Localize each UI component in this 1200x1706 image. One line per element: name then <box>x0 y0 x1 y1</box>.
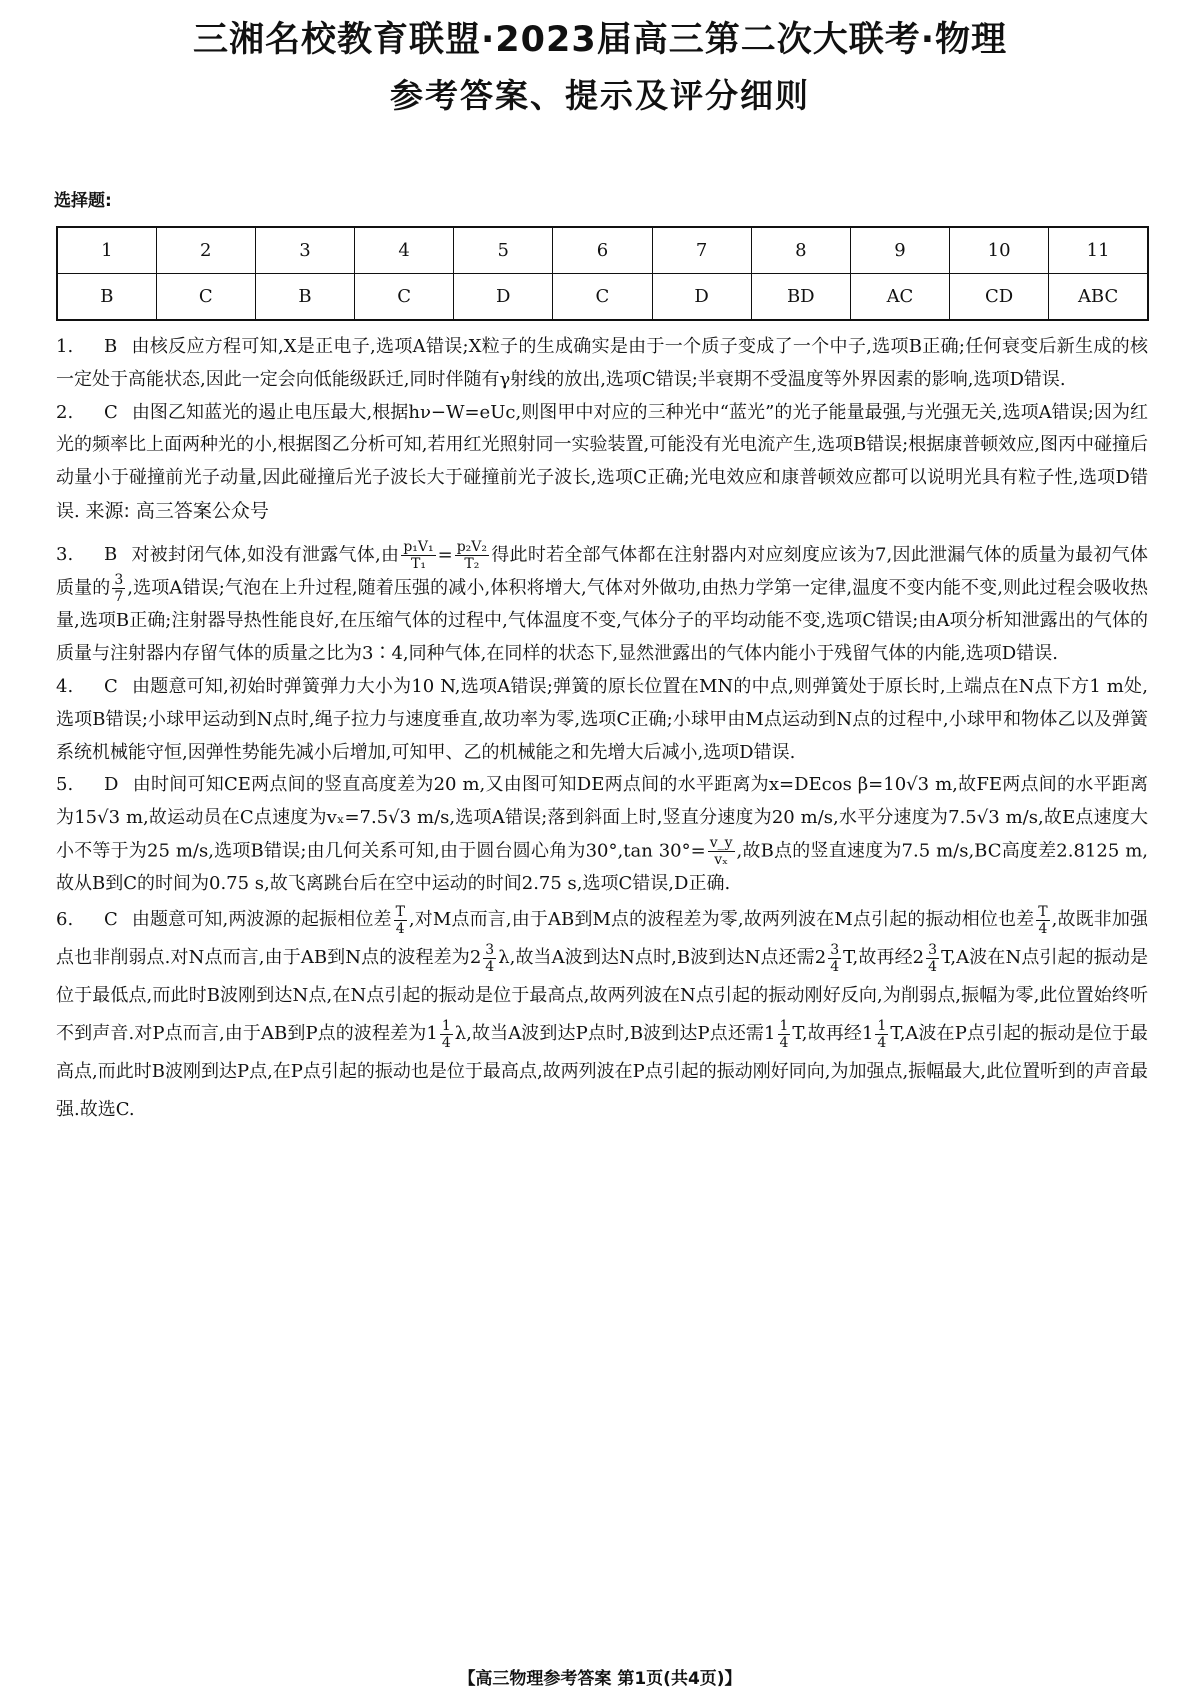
fraction-numerator: 1 <box>441 1017 451 1034</box>
item-text: 由时间可知CE两点间的竖直高度差为20 m,又由图可知DE两点间的水平距离为x=DEcos β=10√3 m,故FE两点间的水平距离为15√3 m,故运动员在C点速度为vₓ=7.5√3 m/s,选项A错误;落到斜面上时,竖直分速度为20 m/s,水平分速度为7.5√3 m/s,故E点速度大小不等于为25 m/s,选项B错误;由几何关系可知,由于圆台圆心角为30°,tan 30°= <box>56 774 1148 862</box>
fraction-denominator: T₁ <box>410 555 426 572</box>
answer-table-number-row <box>57 227 1148 274</box>
fraction-numerator: 1 <box>779 1017 789 1034</box>
item-answer: B <box>104 336 118 357</box>
table-cell-number: 4 <box>355 227 454 274</box>
table-cell-number: 7 <box>652 227 751 274</box>
item-text: T,A波在N点引起的振动是位于最低点,而此时B波刚到达N点,在N点引起的振动是位于最高点,故两列波在N点引起的振动刚好反向,为削弱点,振幅为零,此位置始终听不到声音.对P点而言,由于AB到P点的波程差为1 <box>56 947 1148 1045</box>
table-cell-answer: BD <box>751 274 850 321</box>
item-number: 2. <box>56 401 74 423</box>
explanation-item-6 <box>56 901 1148 1129</box>
source-note: 来源: 高三答案公众号 <box>85 499 269 522</box>
fraction <box>778 1018 791 1051</box>
fraction <box>1036 904 1049 937</box>
explanation-item-1 <box>56 331 1148 397</box>
fraction-denominator: 4 <box>779 1034 789 1051</box>
table-cell-answer: CD <box>950 274 1049 321</box>
item-answer: C <box>104 675 118 697</box>
answer-table <box>56 226 1149 321</box>
item-answer: C <box>104 909 118 931</box>
table-cell-answer: AC <box>850 274 949 321</box>
fraction-denominator: 4 <box>877 1034 887 1051</box>
table-cell-number: 3 <box>255 227 354 274</box>
fraction <box>455 539 489 572</box>
item-text: 由题意可知,初始时弹簧弹力大小为10 N,选项A错误;弹簧的原长位置在MN的中点,则弹簧处于原长时,上端点在N点下方1 m处,选项B错误;小球甲运动到N点时,绳子拉力与速度垂直,故功率为零,选项C正确;小球甲由M点运动到N点的过程中,小球甲和物体乙以及弹簧系统机械能守恒,因弹性势能先减小后增加,可知甲、乙的机械能之和先增大后减小,选项D错误. <box>56 675 1148 763</box>
fraction-numerator: 3 <box>928 941 938 958</box>
table-cell-answer: B <box>255 274 354 321</box>
fraction-numerator: 1 <box>877 1017 887 1034</box>
fraction-denominator: 4 <box>441 1034 451 1051</box>
table-cell-answer: C <box>553 274 652 321</box>
table-cell-answer: C <box>156 274 255 321</box>
fraction-denominator: 4 <box>485 958 495 975</box>
explanation-item-4 <box>56 671 1148 769</box>
explanations <box>56 331 1148 1129</box>
item-number: 3. <box>56 544 74 566</box>
table-cell-number: 2 <box>156 227 255 274</box>
fraction-denominator: 4 <box>1038 920 1048 937</box>
fraction-denominator: 4 <box>928 958 938 975</box>
table-cell-answer: D <box>652 274 751 321</box>
table-cell-number: 6 <box>553 227 652 274</box>
item-text: ,选项A错误;气泡在上升过程,随着压强的减小,体积将增大,气体对外做功,由热力学第一定律,温度不变内能不变,则此过程会吸收热量,选项B正确;注射器导热性能良好,在压缩气体的过程中,气体温度不变,气体分子的平均动能不变,选项C错误;由A项分析知泄露出的气体的质量与注射器内存留气体的质量之比为3∶4,同种气体,在同样的状态下,显然泄露出的气体内能小于残留气体的内能,选项D错误. <box>56 577 1148 665</box>
item-number: 6. <box>56 909 74 931</box>
page-subtitle: 参考答案、提示及评分细则 <box>390 76 810 115</box>
item-text: ,故既非加强点也非削弱点.对N点而言,由于AB到N点的波程差为2 <box>56 909 1148 969</box>
item-text: 得此时若全部气体都在注射器内对应刻度应该为7,因此泄漏气体的质量为最初气体质量的 <box>56 544 1148 599</box>
item-text: T,故再经2 <box>843 947 925 969</box>
fraction-denominator: 4 <box>830 958 840 975</box>
table-cell-number: 9 <box>850 227 949 274</box>
fraction <box>394 904 407 937</box>
table-cell-answer: C <box>355 274 454 321</box>
item-text: λ,故当A波到达P点时,B波到达P点还需1 <box>454 1023 776 1045</box>
item-text: 由图乙知蓝光的遏止电压最大,根据hν−W=eUc,则图甲中对应的三种光中“蓝光”的光子能量最强,与光强无关,选项A错误;因为红光的频率比上面两种光的小,根据图乙分析可知,若用红光照射同一实验装置,可能没有光电流产生,选项B错误;根据康普顿效应,图丙中碰撞后动量小于碰撞前光子动量,因此碰撞后光子波长大于碰撞前光子波长,选项C正确;光电效应和康普顿效应都可以说明光具有粒子性,选项D错误. <box>56 401 1148 522</box>
item-text: λ,故当A波到达N点时,B波到达N点还需2 <box>498 947 827 969</box>
fraction-numerator: 3 <box>830 941 840 958</box>
item-text: ,对M点而言,由于AB到M点的波程差为零,故两列波在M点引起的振动相位也差 <box>408 909 1035 931</box>
table-cell-number: 1 <box>57 227 156 274</box>
table-cell-number: 8 <box>751 227 850 274</box>
item-number: 4. <box>56 675 74 697</box>
fraction <box>483 942 496 975</box>
item-text: 对被封闭气体,如没有泄露气体,由 <box>131 544 400 566</box>
fraction <box>828 942 841 975</box>
table-cell-answer: D <box>454 274 553 321</box>
explanation-item-5 <box>56 769 1148 901</box>
answer-table-answer-row <box>57 274 1148 321</box>
fraction-numerator: T <box>395 903 405 920</box>
item-text: 由核反应方程可知,X是正电子,选项A错误;X粒子的生成确实是由于一个质子变成了一个中子,选项B正确;任何衰变后新生成的核一定处于高能状态,因此一定会向低能级跃迁,同时伴随有γ射线的放出,选项C错误;半衰期不受温度等外界因素的影响,选项D错误. <box>56 336 1148 390</box>
fraction <box>112 572 125 605</box>
fraction-numerator: 3 <box>485 941 495 958</box>
page-title: 三湘名校教育联盟·2023届高三第二次大联考·物理 <box>192 20 1007 60</box>
item-answer: D <box>104 774 119 796</box>
item-text: T,A波在P点引起的振动是位于最高点,而此时B波刚到达P点,在P点引起的振动也是位于最高点,故两列波在P点引起的振动刚好同向,为加强点,振幅最大,此位置听到的声音最强.故选C. <box>56 1023 1148 1121</box>
fraction-denominator: T₂ <box>464 555 480 572</box>
explanation-item-2 <box>56 397 1148 529</box>
fraction-numerator: p₁V₁ <box>403 538 434 555</box>
table-cell-number: 11 <box>1049 227 1148 274</box>
equals-sign: = <box>437 544 453 566</box>
fraction-denominator: 4 <box>395 920 405 937</box>
explanation-item-3 <box>56 539 1148 671</box>
item-answer: C <box>104 401 118 423</box>
fraction-numerator: 3 <box>114 572 124 589</box>
item-text: ,故B点的竖直速度为7.5 m/s,BC高度差2.8125 m,故从B到C的时间为0.75 s,故飞离跳台后在空中运动的时间2.75 s,选项C错误,D正确. <box>56 840 1149 895</box>
section-label: 选择题: <box>54 191 112 211</box>
fraction <box>708 835 735 868</box>
table-cell-answer: B <box>57 274 156 321</box>
fraction-denominator: vₓ <box>714 851 729 868</box>
fraction <box>875 1018 888 1051</box>
page-footer: 【高三物理参考答案 第1页(共4页)】 <box>458 1669 742 1689</box>
fraction-numerator: v_y <box>709 834 733 851</box>
item-text: 由题意可知,两波源的起振相位差 <box>131 909 392 931</box>
item-number: 5. <box>56 774 74 796</box>
fraction <box>401 539 435 572</box>
fraction <box>440 1018 453 1051</box>
table-cell-answer: ABC <box>1049 274 1148 321</box>
table-cell-number: 10 <box>950 227 1049 274</box>
fraction-numerator: p₂V₂ <box>456 538 487 555</box>
item-text: T,故再经1 <box>792 1023 874 1045</box>
item-answer: B <box>104 544 118 566</box>
fraction-numerator: T <box>1038 903 1048 920</box>
item-number: 1. <box>56 336 74 357</box>
table-cell-number: 5 <box>454 227 553 274</box>
fraction <box>926 942 939 975</box>
fraction-denominator: 7 <box>114 589 124 606</box>
